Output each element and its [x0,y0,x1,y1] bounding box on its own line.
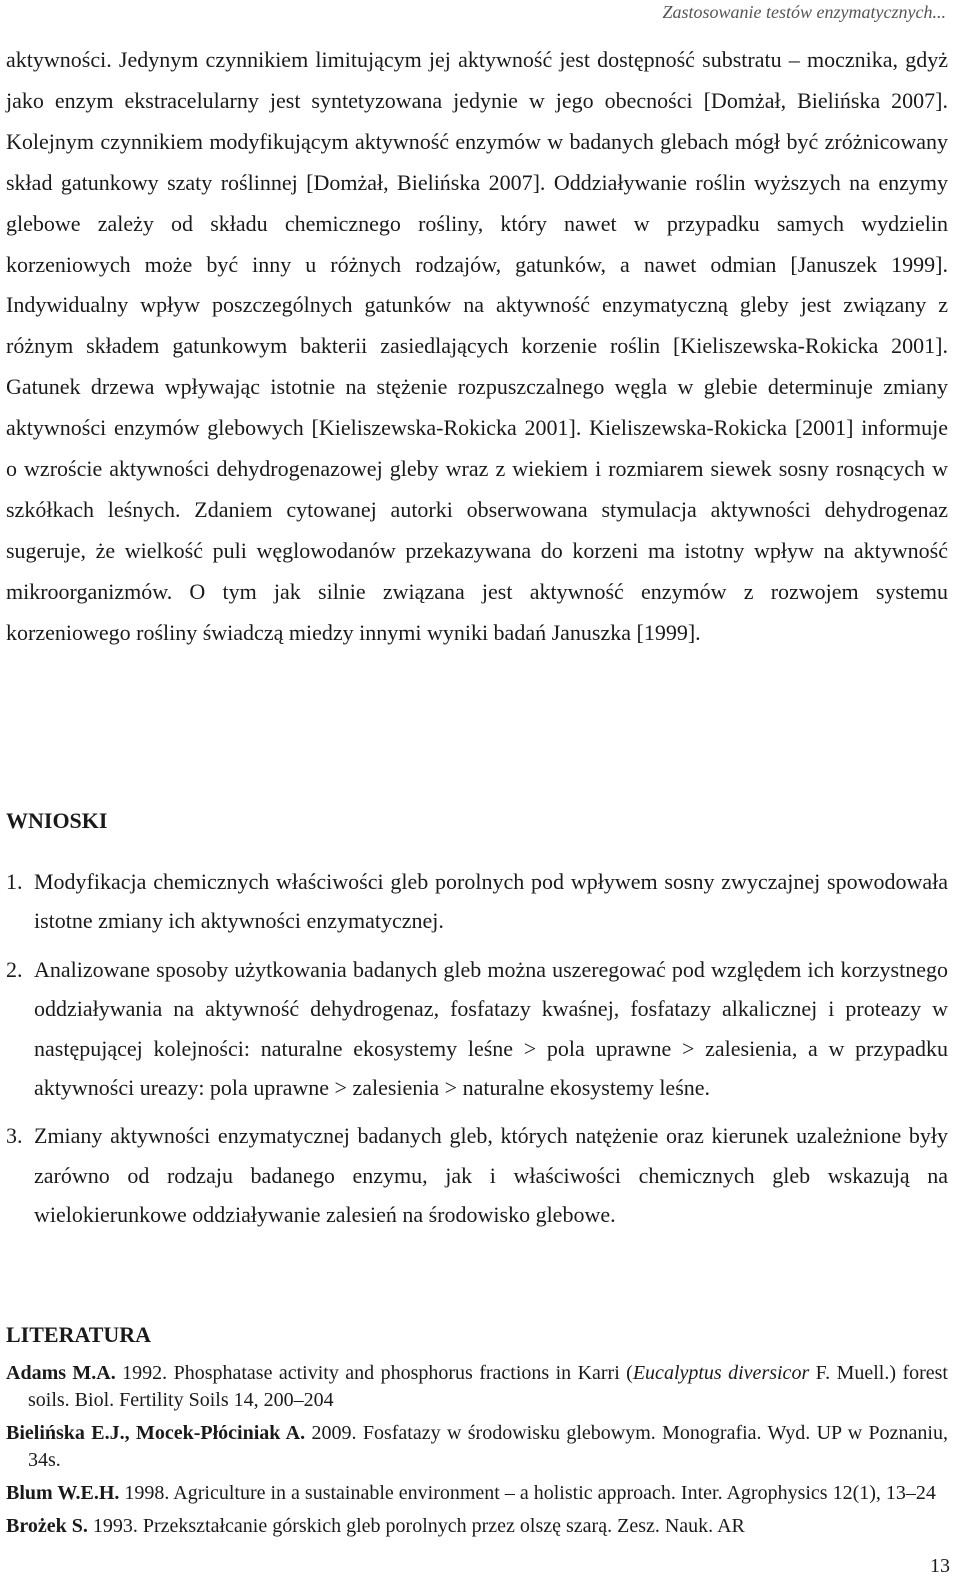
conclusions-heading: WNIOSKI [6,808,108,833]
reference-list [6,1360,948,1546]
conclusion-number: 2. [6,956,23,982]
reference-text-end: F. Muell.) forest soils. Biol. Fertility Soils 14, 200–204 [28,1362,948,1411]
reference-author: Blum W.E.H. [6,1482,120,1504]
reference-text: 1992. Phosphatase activity and phosphorus fractions in Karri ( [115,1362,633,1384]
reference-item [6,1420,948,1474]
literature-heading: LITERATURA [6,1322,152,1347]
reference-text: 1998. Agriculture in a sustainable environment – a holistic approach. Inter. Agrophysics 12(1), 13–24 [119,1482,936,1504]
body-text [6,40,948,654]
conclusion-item [6,862,948,941]
reference-author: Adams M.A. [6,1362,116,1384]
reference-item [6,1360,948,1414]
reference-text: 2009. Fosfatazy w środowisku glebowym. Monografia. Wyd. UP w Poznaniu, 34s. [28,1422,948,1471]
page-number: 13 [930,1555,950,1577]
conclusion-text: Analizowane sposoby użytkowania badanych gleb można uszeregować pod względem ich korzystnego oddziaływania na aktywność dehydrogenaz, fosfatazy kwaśnej, fosfatazy alkalicznej i proteazy w następującej kolejności: naturalne ekosystemy leśne > pola uprawne > zalesienia, a w przypadku aktywności ureazy: pola uprawne > zalesienia > naturalne ekosystemy leśne. [34,956,948,1101]
conclusion-text: Zmiany aktywności enzymatycznej badanych gleb, których natężenie oraz kierunek uzależnione były zarówno od rodzaju badanego enzymu, jak i właściwości chemicznych gleb wskazują na wielokierunkowe oddziaływanie zalesień na środowisko glebowe. [34,1123,948,1228]
running-head: Zastosowanie testów enzymatycznych... [662,2,946,22]
conclusion-item [6,950,948,1108]
reference-item [6,1513,948,1540]
reference-text: 1993. Przekształcanie górskich gleb porolnych przez olszę szarą. Zesz. Nauk. AR [87,1515,745,1537]
conclusion-number: 1. [6,869,23,894]
conclusion-item [6,1116,948,1234]
reference-author: Bielińska E.J., Mocek-Płóciniak A. [6,1422,306,1444]
conclusion-number: 3. [6,1123,23,1149]
reference-author: Brożek S. [6,1515,88,1537]
conclusions-list [6,862,948,1244]
conclusion-text: Modyfikacja chemicznych właściwości gleb porolnych pod wpływem sosny zwyczajnej spowodowała istotne zmiany ich aktywności enzymatycznej. [34,869,948,934]
reference-item [6,1480,948,1507]
reference-italic: Eucalyptus diversicor [632,1362,810,1384]
body-paragraph: aktywności. Jedynym czynnikiem limitującym jej aktywność jest dostępność substratu – mocznika, gdyż jako enzym ekstracelularny jest syntetyzowana jedynie w jego obecności [Domżał, Bielińska 2007]. Kolejnym czynnikiem modyfikującym aktywność enzymów w badanych glebach mógł być zróżnicowany skład gatunkowy szaty roślinnej [Domżał, Bielińska 2007]. Oddziaływanie roślin wyższych na enzymy glebowe zależy od składu chemicznego rośliny, który nawet w przypadku samych wydzielin korzeniowych może być inny u różnych rodzajów, gatunków, a nawet odmian [Januszek 1999]. Indywidualny wpływ poszczególnych gatunków na aktywność enzymatyczną gleby jest związany z różnym składem gatunkowym bakterii zasiedlających korzenie roślin [Kieliszewska-Rokicka 2001]. Gatunek drzewa wpływając istotnie na stężenie rozpuszczalnego węgla w glebie determinuje zmiany aktywności enzymów glebowych [Kieliszewska-Rokicka 2001]. Kieliszewska-Rokicka [2001] informuje o wzroście aktywności dehydrogenazowej gleby wraz z wiekiem i rozmiarem siewek sosny rosnących w szkółkach leśnych. Zdaniem cytowanej autorki obserwowana stymulacja aktywności dehydrogenaz sugeruje, że wielkość puli węglowodanów przekazywana do korzeni ma istotny wpływ na aktywność mikroorganizmów. O tym jak silnie związana jest aktywność enzymów z rozwojem systemu korzeniowego rośliny świadczą miedzy innymi wyniki badań Januszka [1999]. [6,47,948,645]
